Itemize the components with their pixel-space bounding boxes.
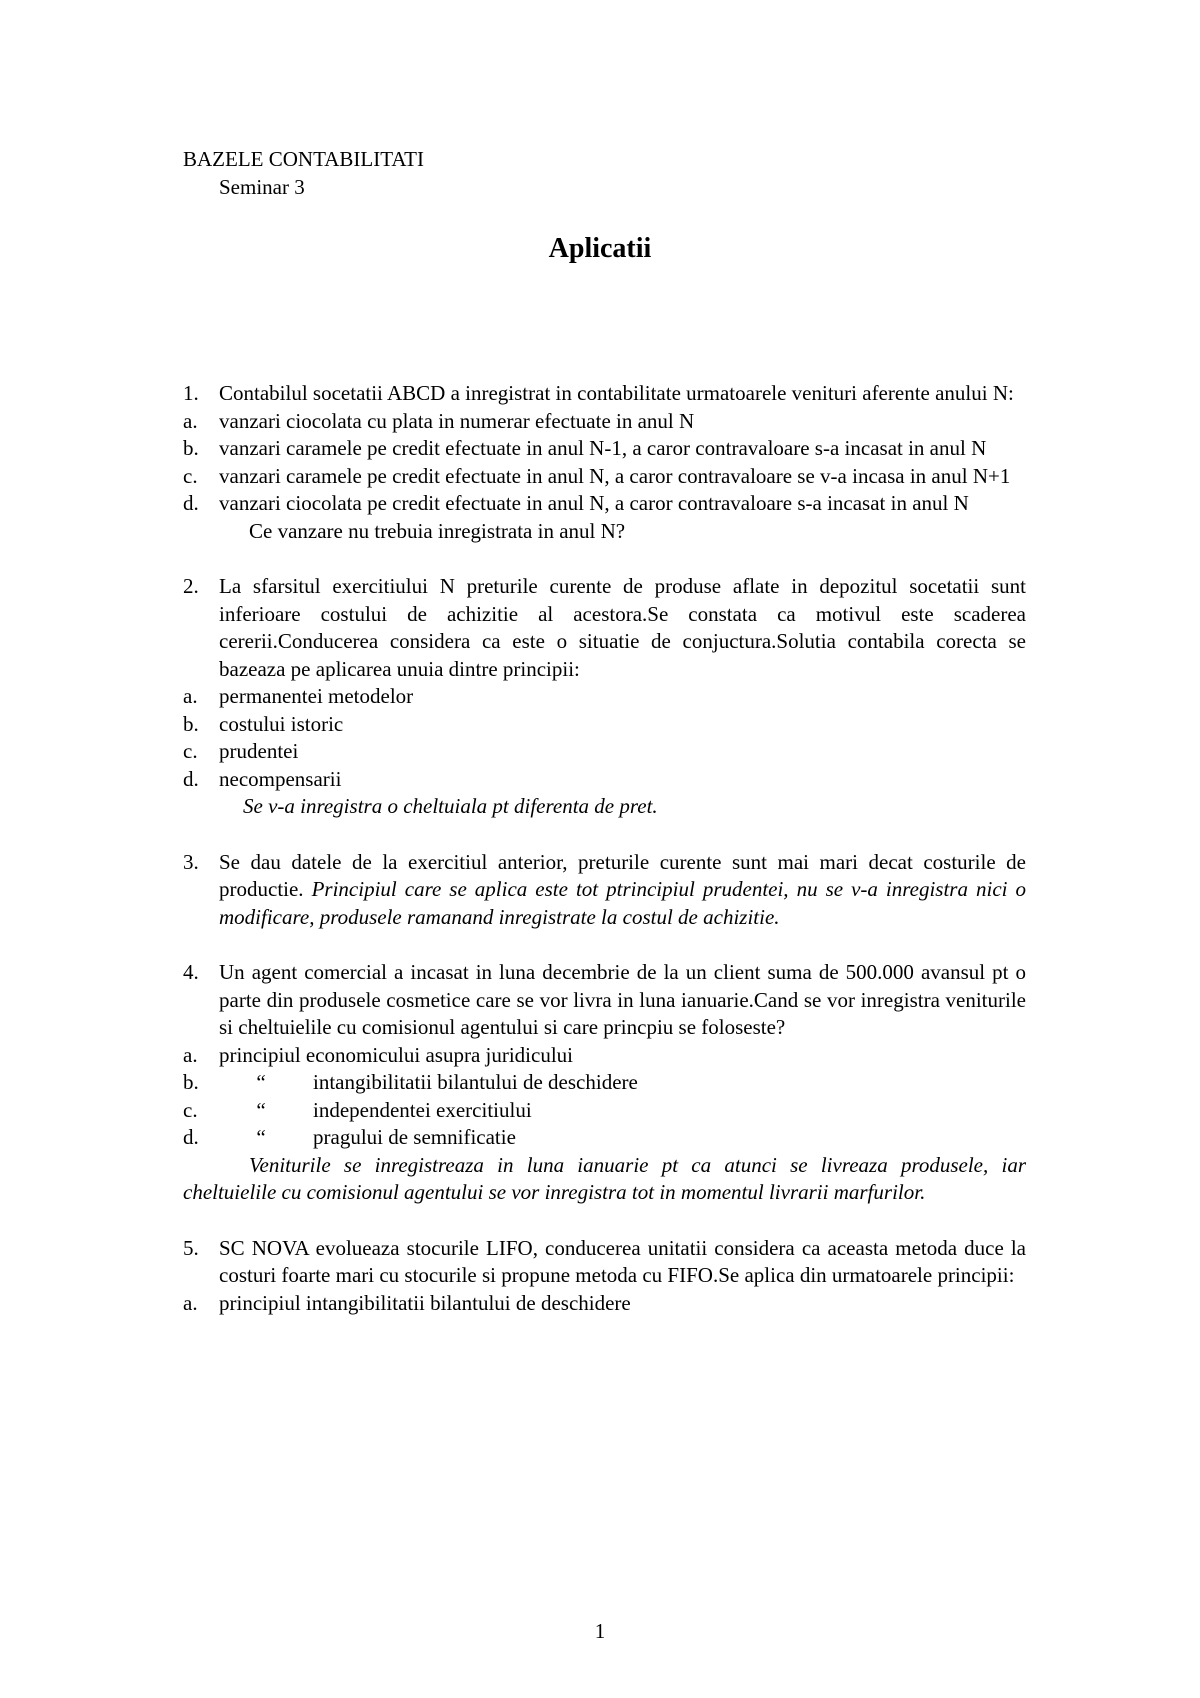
option-text: principiul intangibilitatii bilantului de deschidere: [219, 1290, 631, 1315]
question-text: La sfarsitul exercitiului N preturile curente de produse aflate in depozitul socetatii sunt inferioare costului de achizitie al acestora.Se constata ca motivul este scaderea cererii.Conducerea considera ca este o situatie de conjuctura.Solutia contabila corecta se bazeaza pe aplicarea unuia dintre principii:: [219, 574, 1026, 681]
option-letter: d.: [183, 766, 199, 791]
answer-text: Se v-a inregistra o cheltuiala pt diferenta de pret.: [243, 794, 658, 818]
option-text: principiul economicului asupra juridicului: [219, 1042, 573, 1067]
option-a: [183, 1042, 1026, 1070]
option-d: [183, 1124, 1026, 1152]
question-text: Un agent comercial a incasat in luna decembrie de la un client suma de 500.000 avansul pt o parte din produsele cosmetice care se vor livra in luna ianuarie.Cand se vor inregistra veniturile si cheltuielile cu comisionul agentului si care princpiu se foloseste?: [219, 960, 1026, 1039]
option-a: [183, 408, 1026, 436]
option-letter: c.: [183, 463, 198, 488]
option-letter: a.: [183, 1042, 198, 1067]
option-c: [183, 463, 1026, 491]
option-text: independentei exercitiului: [313, 1097, 532, 1122]
ditto-mark: “: [256, 1070, 266, 1094]
question-number: 2.: [183, 574, 199, 598]
option-letter: a.: [183, 408, 198, 433]
answer-text: Principiul care se aplica este tot ptrincipiul prudentei, nu se v-a inregistra nici o modificare, produsele ramanand inregistrate la costul de achizitie.: [219, 877, 1026, 929]
option-b: [183, 711, 1026, 739]
option-letter: a.: [183, 1290, 198, 1315]
question-3: [183, 849, 1026, 932]
question-2: [183, 573, 1026, 683]
question-number: 4.: [183, 960, 199, 984]
option-letter: d.: [183, 491, 199, 515]
option-letter: d.: [183, 1125, 199, 1149]
question-text: Se dau datele de la exercitiul anterior, preturile curente sunt mai mari decat costurile de productie.: [219, 849, 1026, 901]
option-a: [183, 683, 1026, 711]
option-letter: c.: [183, 739, 198, 763]
option-letter: b.: [183, 1070, 199, 1094]
option-letter: a.: [183, 684, 198, 708]
page-title: Aplicatii: [548, 233, 652, 264]
seminar-label: Seminar 3: [219, 174, 305, 199]
answer-text: Veniturile se inregistreaza in luna ianuarie pt ca atunci se livreaza produsele, iar cheltuielile cu comisionul agentului se vor inregistra tot in momentul livrarii marfurilor.: [183, 1152, 1026, 1204]
question-4: [183, 959, 1026, 1042]
question-text: SC NOVA evolueaza stocurile LIFO, conducerea unitatii considera ca aceasta metoda duce la costuri foarte mari cu stocurile si propune metoda cu FIFO.Se aplica din urmatoarele principii:: [219, 1235, 1026, 1287]
question-number: 3.: [183, 849, 199, 874]
option-text: intangibilitatii bilantului de deschidere: [313, 1070, 638, 1094]
option-c: [183, 1097, 1026, 1125]
question-number: 5.: [183, 1235, 199, 1260]
option-b: [183, 435, 1026, 463]
question-number: 1.: [183, 381, 199, 405]
document-body: [183, 380, 1026, 1317]
option-letter: b.: [183, 436, 199, 460]
option-text: costului istoric: [219, 711, 344, 736]
document-header: [183, 146, 424, 201]
option-text: vanzari ciocolata pe credit efectuate in anul N, a caror contravaloare s-a incasat in anul N: [219, 491, 969, 515]
page-number: 1: [594, 1619, 606, 1643]
option-text: vanzari caramele pe credit efectuate in anul N, a caror contravaloare se v-a incasa in anul N+1: [219, 463, 1011, 488]
question-1: [183, 380, 1026, 408]
option-d: [183, 490, 1026, 518]
option-text: pragului de semnificatie: [313, 1125, 516, 1149]
option-letter: c.: [183, 1097, 198, 1122]
option-b: [183, 1069, 1026, 1097]
option-c: [183, 738, 1026, 766]
ditto-mark: “: [256, 1125, 266, 1149]
option-a: [183, 1290, 1026, 1318]
option-letter: b.: [183, 711, 199, 736]
question-5: [183, 1235, 1026, 1290]
option-d: [183, 766, 1026, 794]
option-text: prudentei: [219, 739, 299, 763]
option-text: vanzari ciocolata cu plata in numerar efectuate in anul N: [219, 408, 695, 433]
ditto-mark: “: [256, 1097, 266, 1122]
option-text: necompensarii: [219, 766, 342, 791]
option-text: permanentei metodelor: [219, 684, 414, 708]
course-title: BAZELE CONTABILITATI: [183, 147, 425, 171]
option-text: vanzari caramele pe credit efectuate in anul N-1, a caror contravaloare s-a incasat in anul N: [219, 436, 987, 460]
answer-text: Ce vanzare nu trebuia inregistrata in anul N?: [249, 518, 626, 543]
question-text: Contabilul socetatii ABCD a inregistrat in contabilitate urmatoarele venituri aferente anului N:: [219, 381, 1014, 405]
